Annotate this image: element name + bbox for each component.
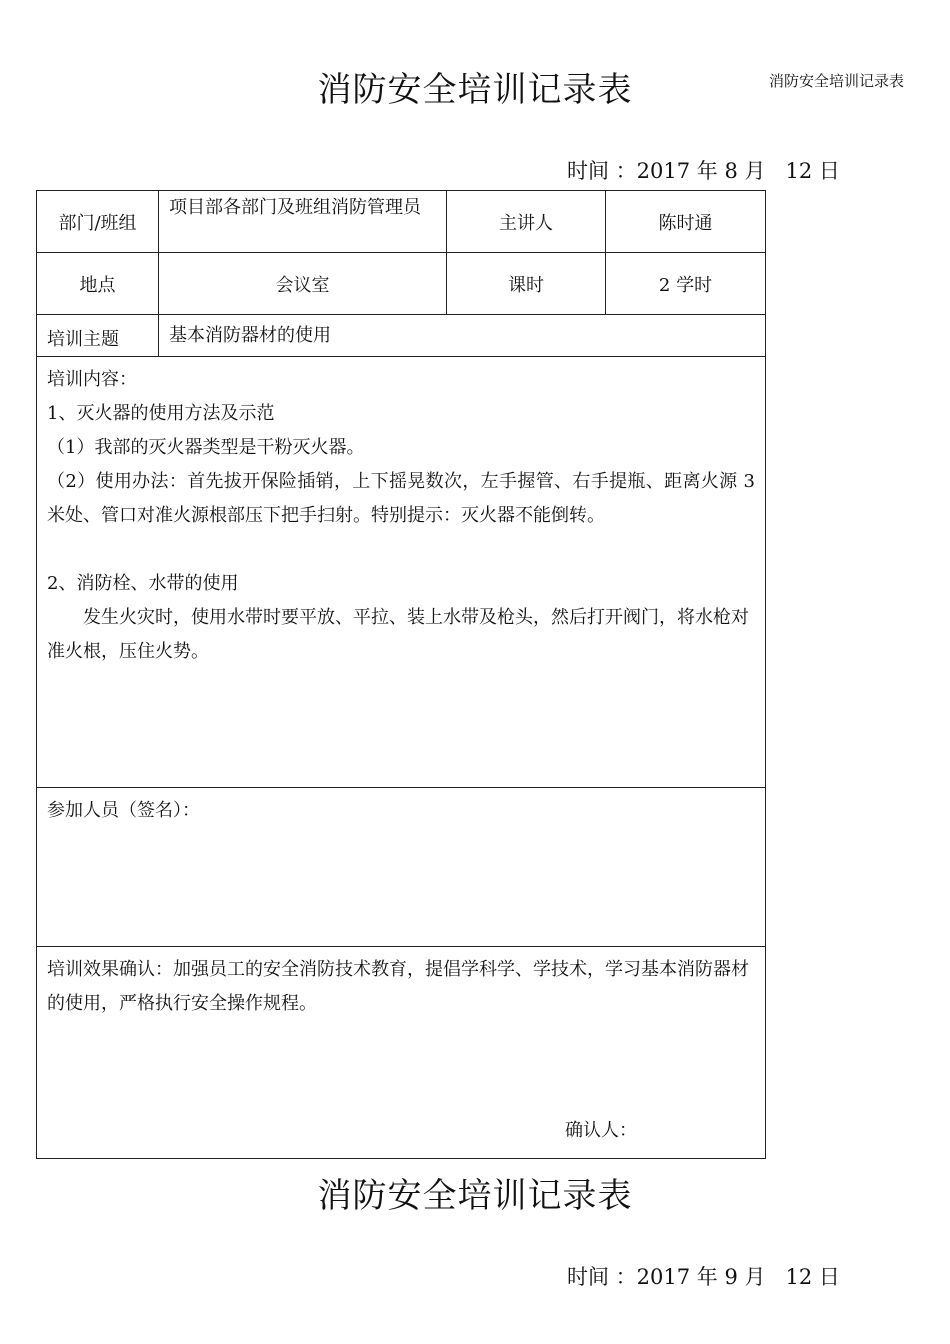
content-line: 2、消防栓、水带的使用 (47, 573, 239, 594)
speaker-label: 主讲人 (447, 191, 606, 253)
place-label: 地点 (37, 253, 159, 315)
hours-value: 2 学时 (606, 253, 766, 315)
next-page-title: 消防安全培训记录表 (317, 1176, 633, 1216)
attendees-label: 参加人员（签名）： (37, 788, 766, 947)
place-value: 会议室 (159, 253, 447, 315)
table-row (37, 947, 766, 1159)
confirm-label: 确认人： (565, 1120, 637, 1141)
topic-label: 培训主题 (37, 315, 159, 357)
training-record-table (36, 190, 766, 1159)
content-line: （2）使用办法：首先拔开保险插销，上下摇晃数次，左手握管、右手提瓶、距离火源 3 米处、管口对准火源根部压下把手扫射。特别提示：灭火器不能倒转。 (47, 471, 755, 526)
hours-label: 课时 (447, 253, 606, 315)
dept-value: 项目部各部门及班组消防管理员 (159, 191, 447, 253)
record-date: 时间 ：2017 年 8 月 12 日 (567, 159, 840, 183)
header-note: 消防安全培训记录表 (768, 72, 904, 90)
dept-label: 部门/班组 (37, 191, 159, 253)
table-row (37, 315, 766, 357)
next-page-date: 时间 ：2017 年 9 月 12 日 (567, 1265, 840, 1289)
effect-text: 培训效果确认：加强员工的安全消防技术教育，提倡学科学、学技术，学习基本消防器材的使用，严格执行安全操作规程。 (47, 959, 749, 1014)
content-line: 1、灭火器的使用方法及示范 (47, 403, 275, 424)
content-line: （1）我部的灭火器类型是干粉灭火器。 (47, 437, 365, 458)
content-line: 发生火灾时，使用水带时要平放、平拉、装上水带及枪头，然后打开阀门，将水枪对准火根，压住火势。 (47, 607, 749, 662)
topic-value: 基本消防器材的使用 (159, 315, 766, 357)
table-row (37, 253, 766, 315)
effect-cell (37, 947, 766, 1159)
content-cell (37, 357, 766, 788)
table-row (37, 357, 766, 788)
table-row (37, 788, 766, 947)
table-row (37, 191, 766, 253)
speaker-value: 陈时通 (606, 191, 766, 253)
content-label: 培训内容： (47, 369, 137, 390)
page-title: 消防安全培训记录表 (317, 70, 633, 110)
